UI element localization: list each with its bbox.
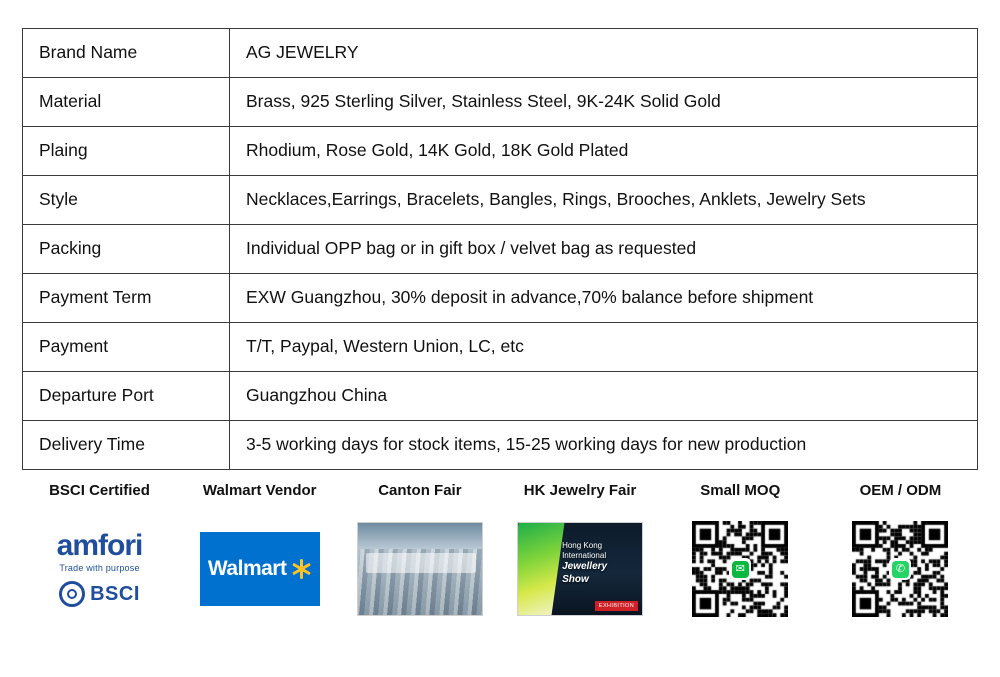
amfori-wordmark: amfori bbox=[56, 529, 143, 562]
spec-value-departure-port: Guangzhou China bbox=[230, 372, 978, 421]
credential-title-canton-fair: Canton Fair bbox=[378, 482, 462, 499]
exhibition-badge: EXHIBITION bbox=[595, 601, 638, 611]
spec-label-departure-port: Departure Port bbox=[23, 372, 230, 421]
table-row bbox=[23, 323, 978, 372]
show-caption-small: Hong Kong International bbox=[562, 541, 607, 560]
spec-label-delivery-time: Delivery Time bbox=[23, 421, 230, 470]
credential-walmart bbox=[182, 482, 337, 621]
qr-center-badge bbox=[889, 558, 911, 580]
spec-label-packing: Packing bbox=[23, 225, 230, 274]
table-row bbox=[23, 127, 978, 176]
spec-value-style: Necklaces,Earrings, Bracelets, Bangles, Rings, Brooches, Anklets, Jewelry Sets bbox=[230, 176, 978, 225]
credential-canton-fair bbox=[342, 482, 497, 621]
show-caption bbox=[562, 541, 636, 586]
credential-title-bsci: BSCI Certified bbox=[49, 482, 150, 499]
table-row bbox=[23, 421, 978, 470]
walmart-logo bbox=[197, 517, 323, 621]
amfori-bsci-logo bbox=[37, 517, 163, 621]
show-caption-main: Jewellery Show bbox=[562, 561, 608, 585]
spec-value-material: Brass, 925 Sterling Silver, Stainless Steel, 9K-24K Solid Gold bbox=[230, 78, 978, 127]
jewellery-show-image bbox=[517, 522, 643, 616]
qr-code-wechat[interactable] bbox=[692, 521, 788, 617]
concentric-rings-icon bbox=[59, 581, 85, 607]
canton-fair-photo bbox=[357, 517, 483, 621]
spec-label-plaing: Plaing bbox=[23, 127, 230, 176]
credential-hk-jewelry-fair bbox=[503, 482, 658, 621]
wechat-qr-code[interactable] bbox=[677, 517, 803, 621]
qr-center-badge bbox=[729, 558, 751, 580]
credentials-strip bbox=[22, 482, 978, 621]
spec-value-payment-term: EXW Guangzhou, 30% deposit in advance,70% balance before shipment bbox=[230, 274, 978, 323]
credential-title-oem-odm: OEM / ODM bbox=[859, 482, 942, 499]
credential-small-moq bbox=[663, 482, 818, 621]
spec-value-delivery-time: 3-5 working days for stock items, 15-25 working days for new production bbox=[230, 421, 978, 470]
credential-bsci bbox=[22, 482, 177, 621]
spec-value-brand-name: AG JEWELRY bbox=[230, 29, 978, 78]
credential-oem-odm bbox=[823, 482, 978, 621]
bsci-wordmark: BSCI bbox=[90, 582, 140, 605]
wechat-icon: ✉ bbox=[732, 561, 749, 578]
spec-label-payment-term: Payment Term bbox=[23, 274, 230, 323]
credential-title-walmart: Walmart Vendor bbox=[202, 482, 317, 499]
table-row bbox=[23, 176, 978, 225]
spec-label-material: Material bbox=[23, 78, 230, 127]
spark-icon bbox=[291, 559, 311, 579]
table-row bbox=[23, 29, 978, 78]
credential-title-small-moq: Small MOQ bbox=[700, 482, 781, 499]
whatsapp-icon: ✆ bbox=[892, 561, 909, 578]
hk-jewellery-show-photo bbox=[517, 517, 643, 621]
product-specification-table bbox=[22, 28, 978, 470]
table-row bbox=[23, 78, 978, 127]
spec-label-brand-name: Brand Name bbox=[23, 29, 230, 78]
table-row bbox=[23, 225, 978, 274]
spec-label-payment: Payment bbox=[23, 323, 230, 372]
table-row bbox=[23, 372, 978, 421]
exhibition-hall-image bbox=[357, 522, 483, 616]
credential-title-hk-jewelry-fair: HK Jewelry Fair bbox=[523, 482, 637, 499]
qr-code-whatsapp[interactable] bbox=[852, 521, 948, 617]
spec-value-packing: Individual OPP bag or in gift box / velvet bag as requested bbox=[230, 225, 978, 274]
table-body bbox=[23, 29, 978, 470]
amfori-tagline: Trade with purpose bbox=[59, 563, 140, 573]
spec-value-plaing: Rhodium, Rose Gold, 14K Gold, 18K Gold Plated bbox=[230, 127, 978, 176]
table-row bbox=[23, 274, 978, 323]
walmart-wordmark: Walmart bbox=[207, 557, 287, 580]
whatsapp-qr-code[interactable] bbox=[837, 517, 963, 621]
spec-label-style: Style bbox=[23, 176, 230, 225]
spec-value-payment: T/T, Paypal, Western Union, LC, etc bbox=[230, 323, 978, 372]
